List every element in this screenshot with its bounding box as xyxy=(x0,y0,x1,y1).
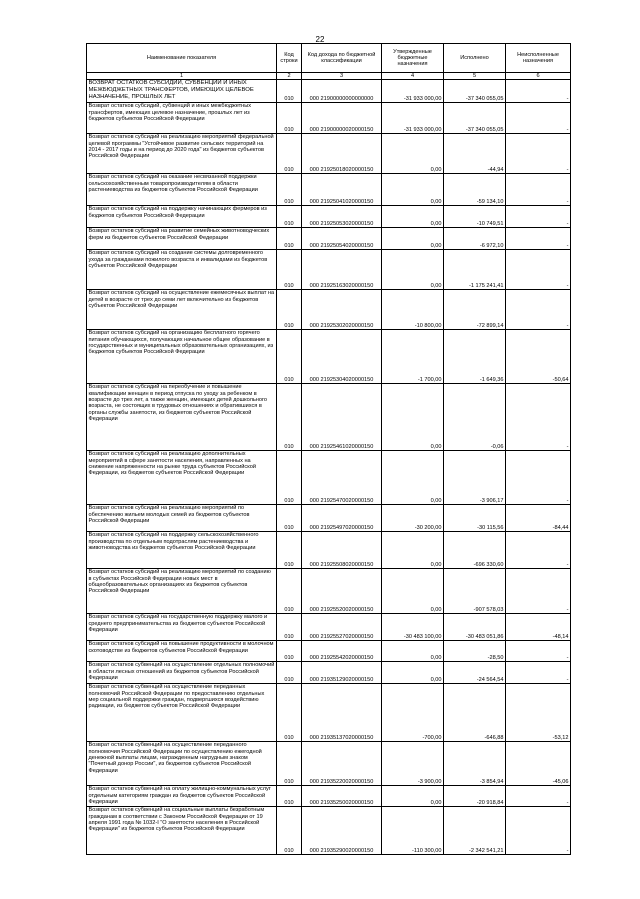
row-name: Возврат остатков субсидий на реализацию мероприятий по созданию в субъектах Российской Федерации новых мест в общеобразовательных организациях из бюджетов субъектов Российской Федерации xyxy=(87,569,277,614)
table-row xyxy=(87,505,571,532)
row-executed: -646,88 xyxy=(444,684,506,742)
row-executed: -1 649,36 xyxy=(444,330,506,384)
table-row xyxy=(87,569,571,614)
row-line-code: 010 xyxy=(277,684,302,742)
row-name: Возврат остатков субсидий на поддержку сельскохозяйственного производства по отдельным подотраслям растениеводства и животноводства из бюджетов субъектов Российской Федерации xyxy=(87,532,277,569)
row-approved: 0,00 xyxy=(382,228,444,250)
row-approved: -31 933 000,00 xyxy=(382,103,444,134)
row-approved: -30 483 100,00 xyxy=(382,614,444,641)
row-unexecuted: -45,06 xyxy=(506,742,571,786)
row-line-code: 010 xyxy=(277,174,302,206)
row-line-code: 010 xyxy=(277,786,302,807)
table-row xyxy=(87,228,571,250)
row-income-code: 000 21925041020000150 xyxy=(302,174,382,206)
table-row xyxy=(87,742,571,786)
row-line-code: 010 xyxy=(277,330,302,384)
row-executed: -24 564,54 xyxy=(444,662,506,684)
table-row xyxy=(87,684,571,742)
row-name: Возврат остатков субвенций на осуществление отдельных полномочий в области лесных отношений из бюджетов субъектов Российской Федерации xyxy=(87,662,277,684)
row-executed: -30 115,56 xyxy=(444,505,506,532)
header-row xyxy=(87,44,571,73)
row-income-code: 000 21935290020000150 xyxy=(302,807,382,855)
row-executed: -37 340 055,05 xyxy=(444,103,506,134)
row-unexecuted: - xyxy=(506,290,571,330)
row-income-code: 000 21925527020000150 xyxy=(302,614,382,641)
row-line-code: 010 xyxy=(277,742,302,786)
row-approved: -30 200,00 xyxy=(382,505,444,532)
table-row xyxy=(87,103,571,134)
row-approved: 0,00 xyxy=(382,786,444,807)
row-unexecuted: - xyxy=(506,174,571,206)
row-approved: 0,00 xyxy=(382,384,444,451)
table-row xyxy=(87,206,571,228)
row-line-code: 010 xyxy=(277,134,302,174)
row-executed: -44,94 xyxy=(444,134,506,174)
table-row xyxy=(87,451,571,505)
row-approved: -3 900,00 xyxy=(382,742,444,786)
col-number: 4 xyxy=(382,73,444,80)
header-name: Наименование показателя xyxy=(87,44,277,73)
row-name: Возврат остатков субвенций на оплату жилищно-коммунальных услуг отдельным категориям граждан из бюджетов субъектов Российской Федерации xyxy=(87,786,277,807)
row-line-code: 010 xyxy=(277,662,302,684)
table-row xyxy=(87,330,571,384)
row-line-code: 010 xyxy=(277,250,302,290)
row-line-code: 010 xyxy=(277,614,302,641)
row-approved: -110 300,00 xyxy=(382,807,444,855)
row-name: Возврат остатков субсидий на осуществление ежемесячных выплат на детей в возрасте от трех до семи лет включительно из бюджетов субъектов Российской Федерации xyxy=(87,290,277,330)
row-approved: 0,00 xyxy=(382,532,444,569)
header-income-code: Код дохода по бюджетной классификации xyxy=(302,44,382,73)
row-line-code: 010 xyxy=(277,451,302,505)
row-executed: -696 330,60 xyxy=(444,532,506,569)
row-line-code: 010 xyxy=(277,641,302,662)
row-income-code: 000 21935129020000150 xyxy=(302,662,382,684)
row-unexecuted: - xyxy=(506,384,571,451)
col-number: 5 xyxy=(444,73,506,80)
row-income-code: 000 21925054020000150 xyxy=(302,228,382,250)
report-table xyxy=(86,43,571,855)
row-approved: 0,00 xyxy=(382,134,444,174)
row-line-code: 010 xyxy=(277,384,302,451)
row-name: Возврат остатков субсидий на организацию бесплатного горячего питания обучающихся, получающих начальное общее образование в государственных и муниципальных образовательных организациях, из бюджетов субъектов Российской Федерации xyxy=(87,330,277,384)
header-approved: Утвержденные бюджетные назначения xyxy=(382,44,444,73)
column-number-row xyxy=(87,73,571,80)
row-executed: -3 854,94 xyxy=(444,742,506,786)
row-unexecuted: -50,64 xyxy=(506,330,571,384)
header-unexecuted: Неисполненные назначения xyxy=(506,44,571,73)
row-unexecuted: - xyxy=(506,641,571,662)
row-unexecuted: - xyxy=(506,451,571,505)
row-name: Возврат остатков субсидий, субвенций и иных межбюджетных трансфертов, имеющих целевое назначение, прошлых лет из бюджетов субъектов Российской Федерации xyxy=(87,103,277,134)
table-row xyxy=(87,174,571,206)
row-unexecuted: - xyxy=(506,807,571,855)
row-name: Возврат остатков субсидий на повышение продуктивности в молочном скотоводстве из бюджетов субъектов Российской Федерации xyxy=(87,641,277,662)
table-row xyxy=(87,532,571,569)
row-approved: 0,00 xyxy=(382,662,444,684)
row-line-code: 010 xyxy=(277,206,302,228)
col-number: 2 xyxy=(277,73,302,80)
row-unexecuted: - xyxy=(506,103,571,134)
col-number: 1 xyxy=(87,73,277,80)
row-line-code: 010 xyxy=(277,103,302,134)
table-row xyxy=(87,614,571,641)
row-name: ВОЗВРАТ ОСТАТКОВ СУБСИДИЙ, СУБВЕНЦИЙ И ИНЫХ МЕЖБЮДЖЕТНЫХ ТРАНСФЕРТОВ, ИМЕЮЩИХ ЦЕЛЕВОЕ НАЗНАЧЕНИЕ, ПРОШЛЫХ ЛЕТ xyxy=(87,80,277,103)
row-executed: -28,50 xyxy=(444,641,506,662)
row-income-code: 000 21925163020000150 xyxy=(302,250,382,290)
row-unexecuted: - xyxy=(506,532,571,569)
row-executed: -59 134,10 xyxy=(444,174,506,206)
row-income-code: 000 21935250020000150 xyxy=(302,786,382,807)
row-line-code: 010 xyxy=(277,532,302,569)
row-income-code: 000 21900000000000000 xyxy=(302,80,382,103)
row-income-code: 000 21935220020000150 xyxy=(302,742,382,786)
row-unexecuted: - xyxy=(506,206,571,228)
row-unexecuted: -84,44 xyxy=(506,505,571,532)
row-unexecuted: -53,12 xyxy=(506,684,571,742)
page-number: 22 xyxy=(315,35,325,44)
row-executed: -10 749,51 xyxy=(444,206,506,228)
row-unexecuted: -48,14 xyxy=(506,614,571,641)
row-unexecuted: - xyxy=(506,80,571,103)
row-name: Возврат остатков субсидий на реализацию дополнительных мероприятий в сфере занятости населения, направленных на снижение напряженности на рынке труда субъектов Российской Федерации, из бюджетов субъектов Российской Федерации xyxy=(87,451,277,505)
table-row xyxy=(87,250,571,290)
row-name: Возврат остатков субвенций на осуществление переданного полномочия Российской Федерации по осуществлению ежегодной денежной выплаты лицам, награжденным нагрудным знаком "Почетный донор России", из бюджетов субъектов Российской Федерации xyxy=(87,742,277,786)
header-executed: Исполнено xyxy=(444,44,506,73)
row-executed: -2 342 541,21 xyxy=(444,807,506,855)
row-name: Возврат остатков субсидий на переобучение и повышение квалификации женщин в период отпуска по уходу за ребенком в возрасте до трех лет, а также женщин, имеющих детей дошкольного возраста, не состоящих в трудовых отношениях и обратившихся в органы службы занятости, из бюджетов субъектов Российской Федерации xyxy=(87,384,277,451)
row-approved: 0,00 xyxy=(382,569,444,614)
row-unexecuted: - xyxy=(506,569,571,614)
row-name: Возврат остатков субвенций на социальные выплаты безработным гражданам в соответствии с Законом Российской Федерации от 19 апреля 1991 года № 1032-I "О занятости населения в Российской Федерации" из бюджетов субъектов Российской Федерации xyxy=(87,807,277,855)
row-executed: -30 483 051,86 xyxy=(444,614,506,641)
col-number: 6 xyxy=(506,73,571,80)
table-row xyxy=(87,662,571,684)
row-line-code: 010 xyxy=(277,505,302,532)
row-line-code: 010 xyxy=(277,80,302,103)
row-name: Возврат остатков субсидий на оказание несвязанной поддержки сельскохозяйственным товаропроизводителям в области растениеводства из бюджетов субъектов Российской Федерации xyxy=(87,174,277,206)
row-income-code: 000 21925018020000150 xyxy=(302,134,382,174)
row-line-code: 010 xyxy=(277,569,302,614)
row-unexecuted: - xyxy=(506,250,571,290)
row-executed: -3 906,17 xyxy=(444,451,506,505)
row-unexecuted: - xyxy=(506,228,571,250)
row-executed: -907 578,03 xyxy=(444,569,506,614)
row-line-code: 010 xyxy=(277,290,302,330)
col-number: 3 xyxy=(302,73,382,80)
row-name: Возврат остатков субсидий на реализацию мероприятий по обеспечению жильем молодых семей из бюджетов субъектов Российской Федерации xyxy=(87,505,277,532)
row-name: Возврат остатков субвенций на осуществление переданных полномочий Российской Федерации по предоставлению отдельных мер социальной поддержки граждан, подвергшихся воздействию радиации, из бюджетов субъектов Российской Федерации xyxy=(87,684,277,742)
table-row xyxy=(87,786,571,807)
row-income-code: 000 21925470020000150 xyxy=(302,451,382,505)
row-executed: -0,06 xyxy=(444,384,506,451)
row-income-code: 000 21925520020000150 xyxy=(302,569,382,614)
table-row xyxy=(87,807,571,855)
row-name: Возврат остатков субсидий на поддержку начинающих фермеров из бюджетов субъектов Российской Федерации xyxy=(87,206,277,228)
row-approved: 0,00 xyxy=(382,250,444,290)
row-executed: -20 918,84 xyxy=(444,786,506,807)
row-approved: 0,00 xyxy=(382,641,444,662)
row-name: Возврат остатков субсидий на реализацию мероприятий федеральной целевой программы "Устойчивое развитие сельских территорий на 2014 - 2017 годы и на период до 2020 года" из бюджетов субъектов Российской Федерации xyxy=(87,134,277,174)
row-income-code: 000 21935137020000150 xyxy=(302,684,382,742)
row-name: Возврат остатков субсидий на создание системы долговременного ухода за гражданами пожилого возраста и инвалидами из бюджетов субъектов Российской Федерации xyxy=(87,250,277,290)
row-income-code: 000 21925053020000150 xyxy=(302,206,382,228)
row-name: Возврат остатков субсидий на государственную поддержку малого и среднего предпринимательства из бюджетов субъектов Российской Федерации xyxy=(87,614,277,641)
row-executed: -72 899,14 xyxy=(444,290,506,330)
row-executed: -6 972,10 xyxy=(444,228,506,250)
table-row xyxy=(87,641,571,662)
table-row xyxy=(87,290,571,330)
row-unexecuted: - xyxy=(506,662,571,684)
row-name: Возврат остатков субсидий на развитие семейных животноводческих ферм из бюджетов субъектов Российской Федерации xyxy=(87,228,277,250)
row-approved: 0,00 xyxy=(382,451,444,505)
table-row xyxy=(87,134,571,174)
row-approved: -31 933 000,00 xyxy=(382,80,444,103)
row-income-code: 000 21925542020000150 xyxy=(302,641,382,662)
table-row xyxy=(87,80,571,103)
row-line-code: 010 xyxy=(277,807,302,855)
row-income-code: 000 21925461020000150 xyxy=(302,384,382,451)
row-executed: -1 175 241,41 xyxy=(444,250,506,290)
row-approved: 0,00 xyxy=(382,174,444,206)
row-unexecuted: - xyxy=(506,134,571,174)
row-approved: 0,00 xyxy=(382,206,444,228)
row-line-code: 010 xyxy=(277,228,302,250)
row-income-code: 000 21900000020000150 xyxy=(302,103,382,134)
row-approved: -1 700,00 xyxy=(382,330,444,384)
row-approved: -10 800,00 xyxy=(382,290,444,330)
row-executed: -37 340 055,05 xyxy=(444,80,506,103)
row-income-code: 000 21925304020000150 xyxy=(302,330,382,384)
row-income-code: 000 21925508020000150 xyxy=(302,532,382,569)
row-approved: -700,00 xyxy=(382,684,444,742)
table-row xyxy=(87,384,571,451)
row-income-code: 000 21925497020000150 xyxy=(302,505,382,532)
row-income-code: 000 21925302020000150 xyxy=(302,290,382,330)
header-line-code: Код строки xyxy=(277,44,302,73)
row-unexecuted: - xyxy=(506,786,571,807)
